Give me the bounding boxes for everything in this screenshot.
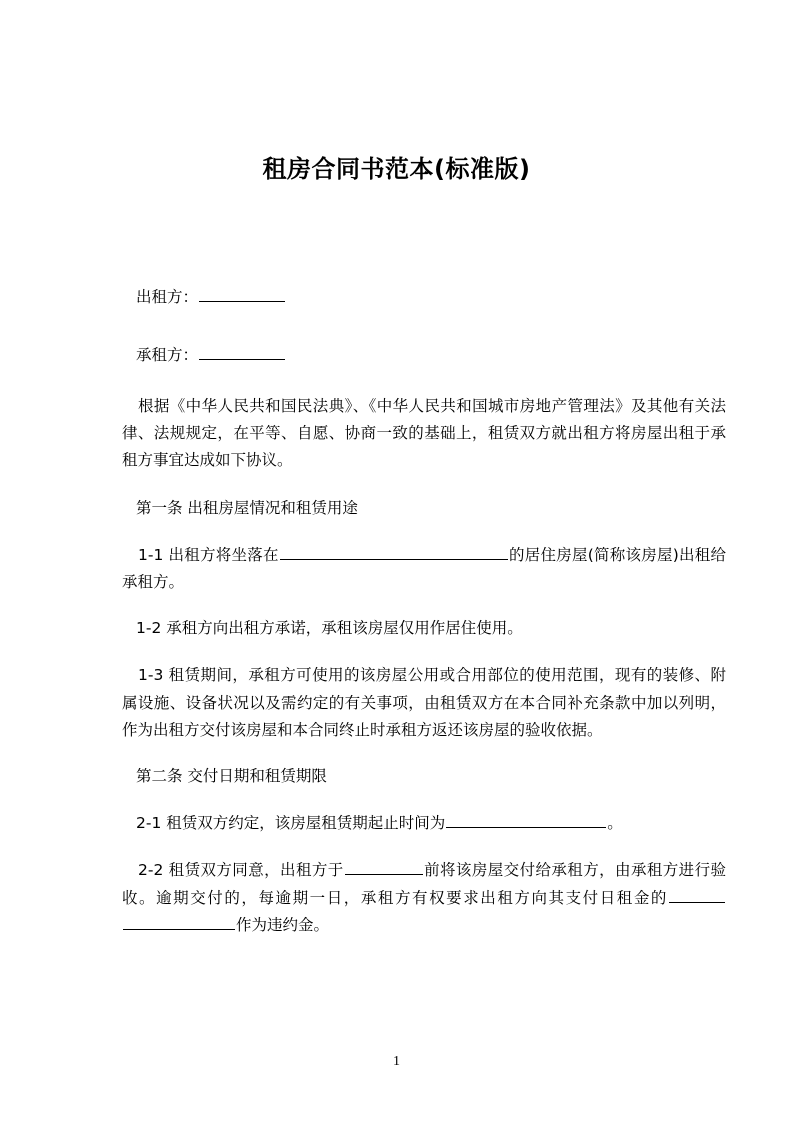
penalty-rate-blank-field-part1[interactable]	[669, 887, 725, 903]
clause-2-2	[122, 857, 726, 939]
clause-2-1	[122, 810, 726, 837]
lease-term-blank-field[interactable]	[446, 812, 606, 828]
clause-2-1-text-before: 2-1 租赁双方约定，该房屋租赁期起止时间为	[136, 814, 446, 833]
preamble-paragraph: 根据《中华人民共和国民法典》、《中华人民共和国城市房地产管理法》及其他有关法律、法规规定，在平等、自愿、协商一致的基础上，租赁双方就出租方将房屋出租于承租方事宜达成如下协议。	[122, 397, 726, 470]
lessor-line	[122, 284, 722, 311]
clause-2-2-text-after: 作为违约金。	[236, 915, 330, 934]
clause-2-2-text-before: 2-2 租赁双方同意，出租方于	[138, 861, 344, 880]
section-heading-1: 第一条 出租房屋情况和租赁用途	[136, 498, 358, 517]
parties-block	[122, 284, 722, 400]
clause-1-1-text-before: 1-1 出租方将坐落在	[138, 545, 279, 564]
document-body	[122, 393, 726, 959]
lessee-line	[122, 342, 722, 369]
clause-1-3: 1-3 租赁期间，承租方可使用的该房屋公用或合用部位的使用范围，现有的装修、附属设施、设备状况以及需约定的有关事项，由租赁双方在本合同补充条款中加以列明，作为出租方交付该房屋和本合同终止时承租方返还该房屋的验收依据。	[122, 666, 726, 739]
penalty-rate-blank-field-part2[interactable]	[123, 914, 235, 930]
clause-2-1-text-after: 。	[607, 814, 623, 833]
clause-1-1	[122, 542, 726, 596]
lessor-label: 出租方：	[136, 288, 199, 306]
clause-1-1-text-after: 的居住房屋(简称该房屋)出租给承租方。	[122, 545, 726, 592]
lessee-blank-field[interactable]	[199, 344, 285, 360]
delivery-date-blank-field[interactable]	[345, 859, 423, 875]
lessor-blank-field[interactable]	[199, 286, 285, 302]
property-address-blank-field[interactable]	[280, 544, 508, 560]
lessee-label: 承租方：	[136, 346, 199, 364]
section-heading-2: 第二条 交付日期和租赁期限	[136, 767, 327, 786]
clause-2-2-text-middle: 前将该房屋交付给承租方，由承租方进行验收。逾期交付的，每逾期一日，承租方有权要求出租方向其支付日租金的	[122, 861, 726, 907]
page-number: 1	[393, 1054, 400, 1069]
clause-1-2: 1-2 承租方向出租方承诺，承租该房屋仅用作居住使用。	[136, 619, 523, 638]
page-title: 租房合同书范本(标准版)	[262, 155, 531, 184]
